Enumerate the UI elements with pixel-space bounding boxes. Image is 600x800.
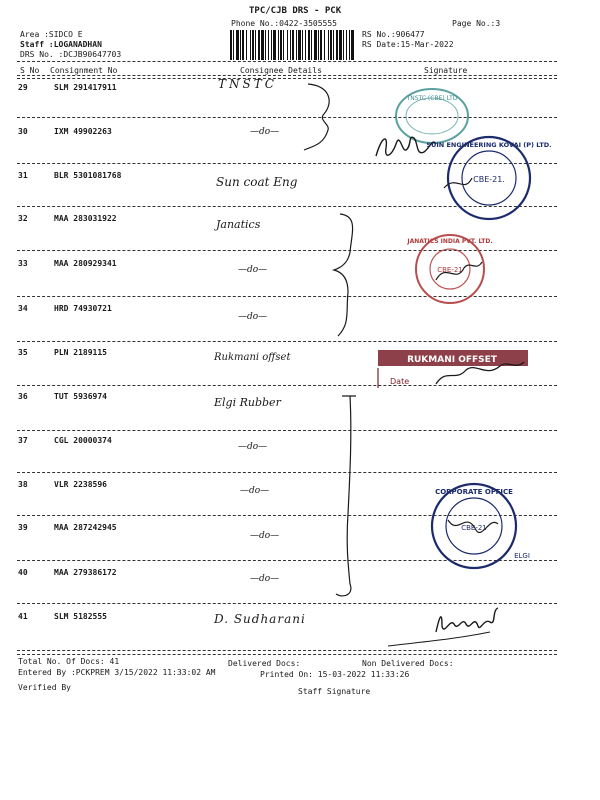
row-consignment: SLM 5182555 (54, 612, 107, 621)
printed-on: Printed On: 15-03-2022 11:33:26 (260, 670, 410, 679)
barcode-bar (349, 30, 350, 60)
barcode-bar (296, 30, 297, 60)
barcode-bar (290, 30, 291, 60)
barcode-bar (230, 30, 232, 60)
barcode-bar (236, 30, 239, 60)
barcode-bar (328, 30, 329, 60)
row-consignee-detail: Janatics (216, 218, 261, 231)
column-signature: Signature (424, 66, 468, 75)
column-consignee: Consignee Details (240, 66, 322, 75)
total-docs: Total No. Of Docs: 41 (18, 657, 120, 666)
row-divider (17, 117, 557, 118)
barcode-bar (339, 30, 342, 60)
rs-date: RS Date:15-Mar-2022 (362, 40, 454, 49)
janatics-stamp (406, 232, 494, 306)
suin-stamp-city: CBE-21. (473, 175, 505, 184)
drs-number: DRS No. :DCJB90647703 (20, 50, 122, 59)
row-consignee-detail: Rukmani offset (214, 352, 291, 363)
barcode-bar (330, 30, 332, 60)
verified-by: Verified By (18, 683, 71, 692)
row-consignment: IXM 49902263 (54, 127, 112, 136)
barcode-bar (314, 30, 317, 60)
barcode-bar (320, 30, 322, 60)
document-title: TPC/CJB DRS - PCK (249, 6, 342, 16)
area-label: Area :SIDCO E (20, 30, 83, 39)
row-divider (17, 341, 557, 342)
barcode-bar (271, 30, 272, 60)
barcode-bar (333, 30, 334, 60)
row-consignment: MAA 287242945 (54, 523, 117, 532)
table-row (18, 436, 558, 450)
barcode-bar (346, 30, 347, 60)
row-consignee-detail: D. Sudharani (214, 612, 306, 626)
row-consignment: BLR 5301081768 (54, 171, 122, 180)
row-sno: 33 (18, 259, 28, 268)
rukmani-stamp-date: Date (390, 377, 410, 386)
table-row (18, 392, 558, 409)
table-row (18, 304, 558, 322)
row-sno: 39 (18, 523, 28, 532)
corporate-stamp-city: CBE-21 (461, 524, 487, 532)
barcode-bar (308, 30, 310, 60)
barcode-bar (278, 30, 279, 60)
row-sno: 41 (18, 612, 28, 621)
corporate-stamp-brand: ELGI (514, 552, 530, 560)
row-divider (17, 430, 557, 431)
suin-stamp-text: SUIN ENGINEERING KOVAI (P) LTD. (426, 141, 552, 149)
barcode-bar (292, 30, 294, 60)
barcode-bar (287, 30, 288, 60)
row-consignee-detail: —do— (250, 574, 280, 584)
row-consignee-detail: —do— (240, 486, 270, 496)
row-sno: 30 (18, 127, 28, 136)
barcode-bar (311, 30, 312, 60)
barcode-bar (318, 30, 319, 60)
row-consignment: MAA 283031922 (54, 214, 117, 223)
row-sno: 37 (18, 436, 28, 445)
row-consignee-detail: —do— (250, 127, 280, 137)
staff-signature-label: Staff Signature (298, 687, 371, 696)
row-sno: 34 (18, 304, 28, 313)
rukmani-stamp (376, 348, 536, 390)
brace-36-40 (330, 394, 370, 604)
row-consignee-detail: Sun coat Eng (216, 175, 298, 189)
phone-number: Phone No.:0422-3505555 (231, 19, 337, 28)
barcode-bar (242, 30, 244, 60)
row-sno: 32 (18, 214, 28, 223)
barcode-bar (273, 30, 276, 60)
barcode-bar (252, 30, 254, 60)
row-sno: 35 (18, 348, 28, 357)
row-consignee-detail: TNSTC (218, 77, 277, 91)
row-consignment: MAA 279386172 (54, 568, 117, 577)
column-sno: S No (20, 66, 40, 75)
row-divider (17, 654, 557, 655)
row-sno: 31 (18, 171, 28, 180)
delivered-docs: Delivered Docs: (228, 659, 301, 668)
rs-number: RS No.:906477 (362, 30, 425, 39)
barcode-bar (280, 30, 282, 60)
row-sno: 29 (18, 83, 28, 92)
barcode-bar (351, 30, 354, 60)
table-row (18, 77, 558, 97)
row-consignment: CGL 20000374 (54, 436, 112, 445)
janatics-stamp-city: CBE-21 (437, 266, 463, 274)
brace-32-34 (330, 212, 370, 342)
row-sno: 36 (18, 392, 28, 401)
row-divider (17, 472, 557, 473)
row-consignee-detail: —do— (238, 442, 268, 452)
row-consignment: VLR 2238596 (54, 480, 107, 489)
barcode-bar (336, 30, 338, 60)
header-rule-bottom (17, 78, 557, 79)
tnstc-stamp-text: TNSTC (CBE) LTD (406, 95, 458, 102)
barcode-bar (246, 30, 247, 60)
row-consignee-detail: —do— (238, 312, 268, 322)
entered-by: Entered By :PCKPREM 3/15/2022 11:33:02 AM (18, 668, 216, 677)
barcode-bar (283, 30, 284, 60)
barcode-bar (324, 30, 325, 60)
barcode-bar (258, 30, 260, 60)
row-consignment: HRD 74930721 (54, 304, 112, 313)
barcode-bar (302, 30, 303, 60)
barcode-bar (305, 30, 306, 60)
janatics-stamp-text: JANATICS INDIA PVT. LTD. (407, 238, 493, 245)
suin-stamp (426, 134, 552, 222)
staff-label: Staff :LOGANADHAN (20, 40, 102, 49)
row-consignment: MAA 280929341 (54, 259, 117, 268)
barcode (230, 30, 355, 60)
row-consignment: PLN 2189115 (54, 348, 107, 357)
barcode-bar (233, 30, 234, 60)
barcode-bar (343, 30, 344, 60)
row-sno: 38 (18, 480, 28, 489)
corporate-office-stamp (418, 480, 536, 576)
barcode-bar (261, 30, 264, 60)
header-rule-mid (17, 75, 557, 76)
column-consignment: Consignment No (50, 66, 118, 75)
barcode-bar (268, 30, 269, 60)
barcode-bar (240, 30, 241, 60)
row-consignee-detail: Elgi Rubber (214, 396, 281, 409)
corporate-stamp-text: CORPORATE OFFICE (435, 488, 513, 496)
row-consignee-detail: —do— (250, 531, 280, 541)
barcode-bar (265, 30, 266, 60)
row-sno: 40 (18, 568, 28, 577)
brace-29-30 (300, 82, 340, 152)
barcode-bar (298, 30, 301, 60)
page-number: Page No.:3 (452, 19, 501, 28)
barcode-bar (255, 30, 256, 60)
signature-sudharani (380, 602, 520, 652)
header-rule-top (17, 61, 557, 62)
rukmani-stamp-text: RUKMANI OFFSET (407, 355, 497, 365)
non-delivered-docs: Non Delivered Docs: (362, 659, 454, 668)
row-consignment: SLM 291417911 (54, 83, 117, 92)
barcode-bar (250, 30, 251, 60)
row-consignee-detail: —do— (238, 265, 268, 275)
row-consignment: TUT 5936974 (54, 392, 107, 401)
